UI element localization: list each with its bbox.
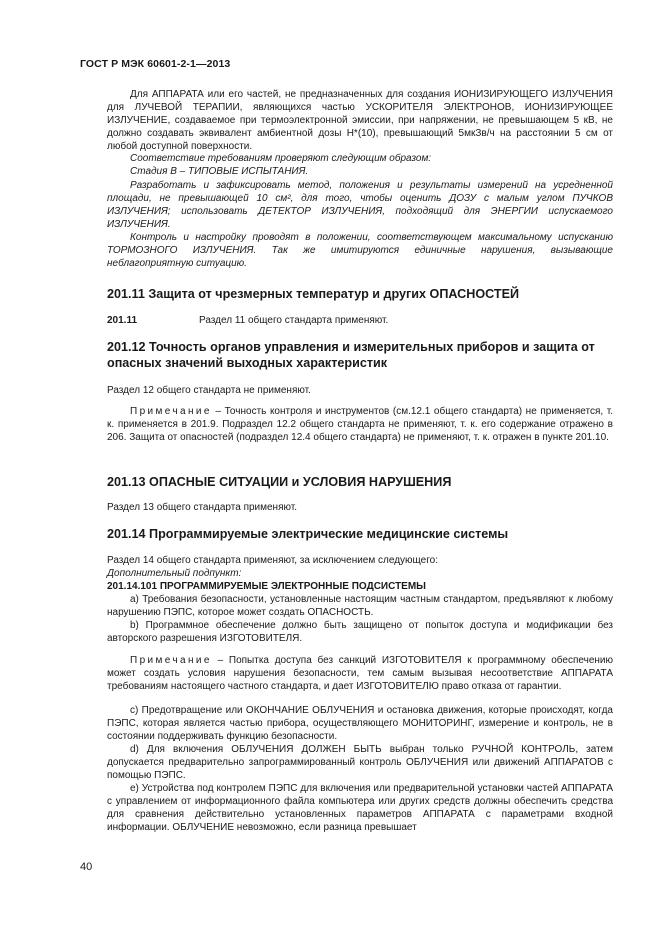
section-201-11-text: Раздел 11 общего стандарта применяют. xyxy=(199,315,389,326)
page-number: 40 xyxy=(80,861,93,873)
section-201-13-text: Раздел 13 общего стандарта применяют. xyxy=(107,502,298,513)
measurement-method-paragraph: Разработать и зафиксировать метод, положения и результаты измерений на усредненной площади, не превышающей 10 см², для того, чтобы оценить ДОЗУ с малым углом ПУЧКОВ ИЗЛУЧЕНИЯ; использовать ДЕТЕКТОР ИЗЛУЧЕНИЯ, подходящий для ЭНЕРГИИ испускаемого ИЗЛУЧЕНИЯ. xyxy=(107,180,613,230)
item-e: е) Устройства под контролем ПЭПС для включения или предварительной установки частей АППАРАТА с управлением от информационного файла компьютера или других средств должны обеспечить средства для сравнения действительно установленных параметров АППАРАТА с параметрами входной информации. ОБЛУЧЕНИЕ невозможно, если разница превышает xyxy=(107,783,613,833)
section-201-11-body xyxy=(107,315,613,328)
note-201-14 xyxy=(107,655,613,694)
compliance-check-line: Соответствие требованиям проверяют следующим образом: xyxy=(130,153,432,164)
item-b: b) Программное обеспечение должно быть защищено от попыток доступа и модификации без авторского разрешения ИЗГОТОВИТЕЛЯ. xyxy=(107,620,613,644)
section-201-14-intro: Раздел 14 общего стандарта применяют, за исключением следующего: xyxy=(107,555,438,566)
section-heading-201-14: 201.14 Программируемые электрические медицинские системы xyxy=(107,527,509,541)
section-heading-201-13: 201.13 ОПАСНЫЕ СИТУАЦИИ и УСЛОВИЯ НАРУШЕНИЯ xyxy=(107,475,452,489)
section-number: 201.11 xyxy=(107,315,138,326)
section-heading-201-11: 201.11 Защита от чрезмерных температур и других ОПАСНОСТЕЙ xyxy=(107,287,520,301)
additional-subclause-label: Дополнительный подпункт: xyxy=(107,568,242,579)
paragraph-radiation-limit: Для АППАРАТА или его частей, не предназначенных для создания ИОНИЗИРУЮЩЕГО ИЗЛУЧЕНИЯ для ЛУЧЕВОЙ ТЕРАПИИ, являющихся частью УСКОРИТЕЛЯ ЭЛЕКТРОНОВ, ИОНИЗИРУЮЩЕЕ ИЗЛУЧЕНИЕ, создаваемое при термоэлектронной эмиссии, при напряжении, не превышающем 5 кВ, не должно создавать эквивалент амбиентной дозы H*(10), превышающий 5мкЗв/ч на расстоянии 5 см от любой доступной поверхности. xyxy=(107,89,613,152)
note-label: Примечание xyxy=(130,406,212,417)
item-a: а) Требования безопасности, установленные настоящим частным стандартом, предъявляют к любому нарушению ПЭПС, которое может создать ОПАСНОСТЬ. xyxy=(107,594,613,618)
item-c: c) Предотвращение или ОКОНЧАНИЕ ОБЛУЧЕНИЯ и остановка движения, которые происходят, когда ПЭПС, которая является частью прибора, осуществляющего МОНИТОРИНГ, измерение и контроль, не в состоянии поддерживать функцию безопасности. xyxy=(107,705,613,742)
section-201-12-text: Раздел 12 общего стандарта не применяют. xyxy=(107,385,311,396)
note-201-12 xyxy=(107,406,613,445)
control-setup-paragraph: Контроль и настройку проводят в положении, соответствующем максимальному испусканию ТОРМОЗНОГО ИЗЛУЧЕНИЯ. Так же имитируются единичные нарушения, вызывающие неблагоприятную ситуацию. xyxy=(107,232,613,269)
note-text: – Попытка доступа без санкций ИЗГОТОВИТЕЛЯ к программному обеспечению может создать условия нарушения безопасности, тем самым вызывая несоответствие АППАРАТА требованиям настоящего частного стандарта, и дает ИЗГОТОВИТЕЛЮ право отказа от гарантии. xyxy=(107,655,613,692)
document-header: ГОСТ Р МЭК 60601-2-1—2013 xyxy=(80,58,231,70)
item-d: d) Для включения ОБЛУЧЕНИЯ ДОЛЖЕН БЫТЬ выбран только РУЧНОЙ КОНТРОЛЬ, затем допускается предварительно запрограммированный контроль ОБЛУЧЕНИЯ или движений АППАРАТОВ с помощью ПЭПС. xyxy=(107,744,613,781)
subclause-heading-201-14-101: 201.14.101 ПРОГРАММИРУЕМЫЕ ЭЛЕКТРОННЫЕ ПОДСИСТЕМЫ xyxy=(107,581,426,592)
note-label: Примечание xyxy=(130,655,212,666)
note-text: – Точность контроля и инструментов (см.12.1 общего стандарта) не применяется, т. к. применяется в 201.9. Подраздел 12.2 общего стандарта не применяют, т. к. его содержание отражено в 206. Защита от опасностей (подраздел 12.4 общего стандарта) не применяют, т. к. отражен в пункте 201.10. xyxy=(107,406,613,443)
stage-b-line: Стадия B – ТИПОВЫЕ ИСПЫТАНИЯ. xyxy=(130,166,309,177)
section-heading-201-12: 201.12 Точность органов управления и измерительных приборов и защита от опасных значений выходных характеристик xyxy=(107,340,595,370)
